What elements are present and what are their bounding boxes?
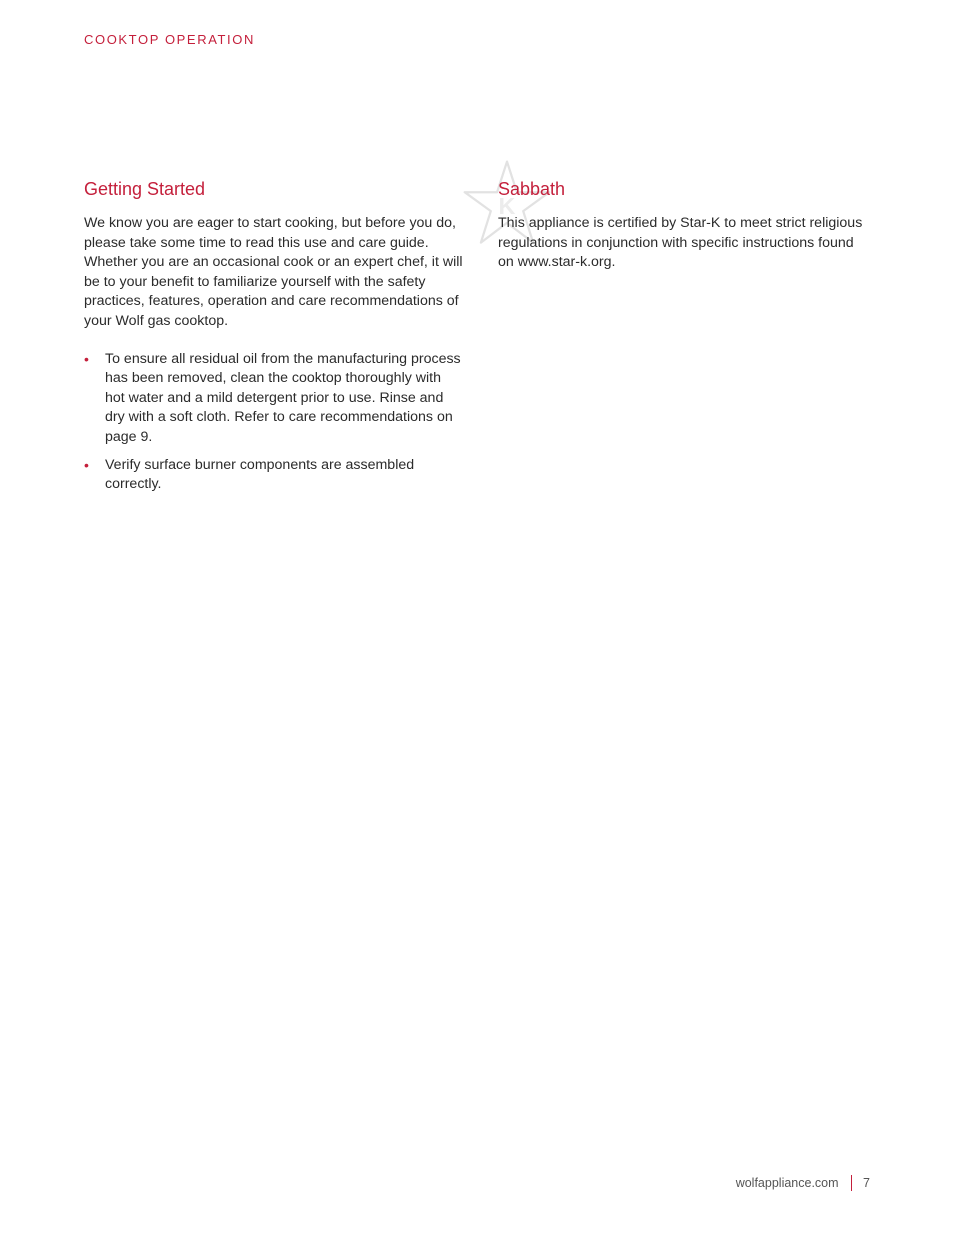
list-item-text: To ensure all residual oil from the manufacturing process has been removed, clean the cooktop thoroughly with hot water and a mild detergent prior to use. Rinse and dry with a soft cloth. Refer to care recommendations on page 9.	[105, 350, 461, 445]
footer-website: wolfappliance.com	[735, 1176, 839, 1190]
section-label: COOKTOP OPERATION	[84, 32, 255, 47]
list-item	[84, 350, 464, 448]
svg-text:K: K	[498, 192, 516, 219]
getting-started-list	[84, 350, 464, 495]
getting-started-intro: We know you are eager to start cooking, but before you do, please take some time to read this use and care guide. Whether you are an occasional cook or an expert chef, it will be to your benefit to familiarize yourself with the safety practices, features, operation and care recommendations of your Wolf gas cooktop.	[84, 215, 463, 329]
sabbath-section	[498, 178, 873, 273]
page-number: 7	[863, 1176, 870, 1190]
list-item	[84, 456, 464, 495]
bullet-icon: •	[84, 350, 89, 367]
sabbath-heading: Sabbath	[498, 179, 566, 199]
footer-divider	[851, 1175, 853, 1191]
sabbath-body: This appliance is certified by Star-K to meet strict religious regulations in conjunction with specific instructions found on www.star-k.org.	[498, 215, 863, 271]
getting-started-heading: Getting Started	[84, 179, 206, 199]
getting-started-section	[84, 178, 464, 503]
list-item-text: Verify surface burner components are assembled correctly.	[105, 456, 415, 493]
bullet-icon: •	[84, 456, 89, 473]
page-footer	[736, 1175, 870, 1191]
